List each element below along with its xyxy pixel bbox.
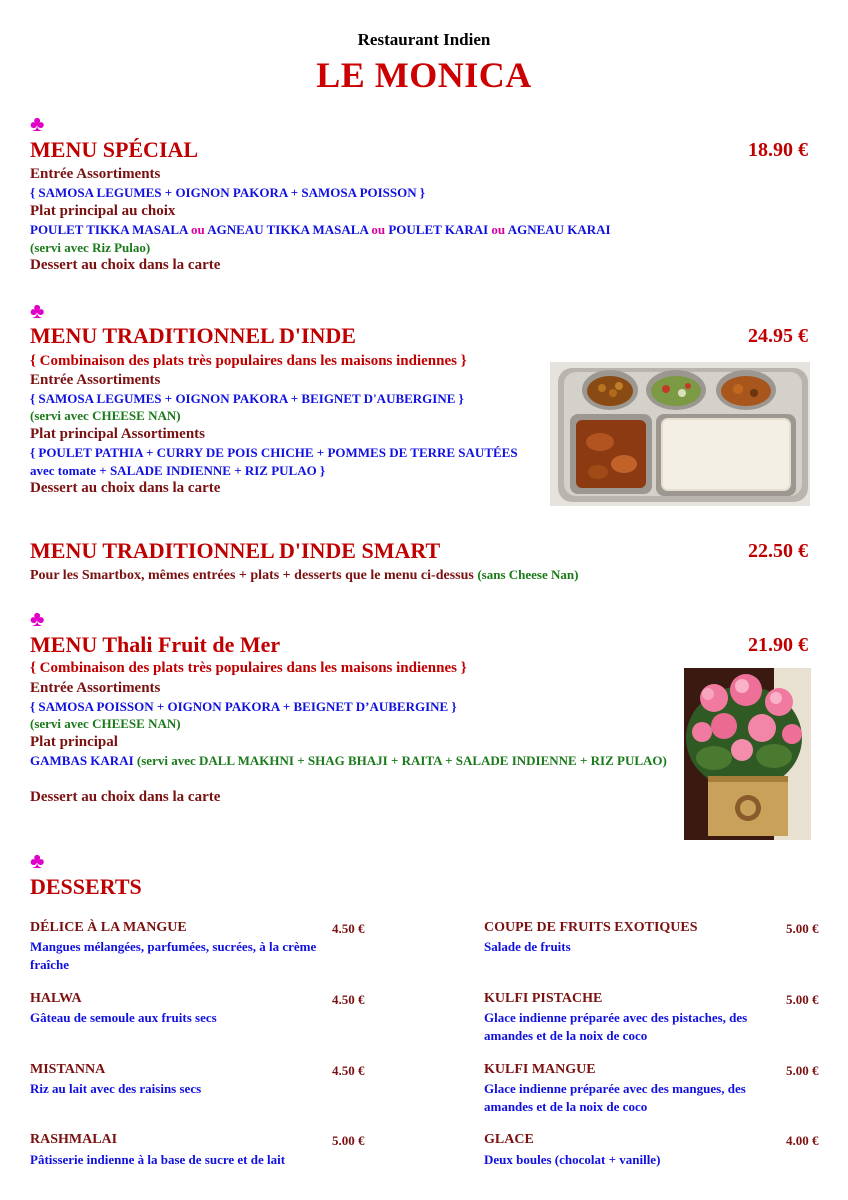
menu-thali-subtitle: { Combinaison des plats très populaires dans les maisons indiennes }: [30, 660, 467, 676]
restaurant-subtitle: Restaurant Indien: [357, 30, 491, 49]
club-icon: ♣: [30, 111, 45, 136]
menu-special-plats: [30, 221, 611, 239]
menu-traditionnel-served: (servi avec CHEESE NAN): [30, 408, 181, 423]
plat-option: POULET KARAI: [388, 222, 489, 237]
dessert-desc: Glace indienne préparée avec des pistaches, des amandes et de la noix de coco: [484, 1010, 748, 1043]
dessert-desc: Salade de fruits: [484, 939, 571, 954]
menu-thali-plat-items: [30, 752, 680, 770]
menu-thali-plat-main: GAMBAS KARAI: [30, 753, 134, 768]
menu-special-title: MENU SPÉCIAL: [30, 137, 199, 162]
menu-special-entree-label: Entrée Assortiments: [30, 166, 161, 182]
dessert-name: KULFI PISTACHE: [484, 991, 603, 1006]
menu-special-entree-items: { SAMOSA LEGUMES + OIGNON PAKORA + SAMOSA POISSON }: [30, 185, 426, 200]
menu-traditionnel-title: MENU TRADITIONNEL D'INDE: [30, 323, 356, 348]
menu-special-dessert: Dessert au choix dans la carte: [30, 257, 221, 273]
menu-smart-desc: [30, 567, 578, 584]
menu-thali-price: 21.90 €: [748, 634, 808, 656]
dessert-desc: Deux boules (chocolat + vanille): [484, 1152, 661, 1167]
menu-special-plat-label: Plat principal au choix: [30, 203, 176, 219]
menu-smart-title: MENU TRADITIONNEL D'INDE SMART: [30, 538, 441, 563]
flower-pot-photo: [684, 668, 811, 840]
menu-smart-desc-text: Pour les Smartbox, mêmes entrées + plats + desserts que le menu ci-dessus: [30, 568, 474, 583]
club-icon: ♣: [30, 298, 45, 323]
or-separator: ou: [491, 222, 506, 237]
club-icon: ♣: [30, 606, 45, 631]
dessert-price: 5.00 €: [786, 921, 819, 936]
dessert-price: 4.50 €: [332, 992, 365, 1007]
dessert-name: RASHMALAI: [30, 1132, 118, 1147]
menu-special-price: 18.90 €: [748, 139, 808, 161]
plat-option: AGNEAU TIKKA MASALA: [207, 222, 369, 237]
dessert-price: 4.50 €: [332, 1063, 365, 1078]
dessert-name: MISTANNA: [30, 1062, 106, 1077]
menu-traditionnel-subtitle: { Combinaison des plats très populaires dans les maisons indiennes }: [30, 353, 467, 369]
dessert-desc: Pâtisserie indienne à la base de sucre et de lait: [30, 1152, 286, 1167]
thali-plate-photo: [550, 362, 810, 506]
menu-thali-dessert: Dessert au choix dans la carte: [30, 789, 221, 805]
menu-traditionnel-plat-label: Plat principal Assortiments: [30, 426, 205, 442]
menu-thali-served: (servi avec CHEESE NAN): [30, 716, 181, 731]
menu-special-served: (servi avec Riz Pulao): [30, 240, 151, 255]
desserts-title: DESSERTS: [30, 874, 142, 899]
menu-smart-note: (sans Cheese Nan): [477, 567, 579, 582]
club-icon: ♣: [30, 848, 45, 873]
or-separator: ou: [190, 222, 205, 237]
menu-thali-plat-served: (servi avec DALL MAKHNI + SHAG BHAJI + RAITA + SALADE INDIENNE + RIZ PULAO): [136, 753, 667, 768]
dessert-name: HALWA: [30, 991, 82, 1006]
dessert-name: COUPE DE FRUITS EXOTIQUES: [484, 920, 698, 935]
dessert-name: KULFI MANGUE: [484, 1062, 596, 1077]
menu-traditionnel-dessert: Dessert au choix dans la carte: [30, 480, 221, 496]
dessert-desc: Gâteau de semoule aux fruits secs: [30, 1010, 217, 1025]
menu-thali-plat-label: Plat principal: [30, 734, 118, 750]
menu-thali-entree-items: { SAMOSA POISSON + OIGNON PAKORA + BEIGNET D’AUBERGINE }: [30, 699, 457, 714]
dessert-price: 5.00 €: [786, 1063, 819, 1078]
dessert-price: 5.00 €: [332, 1133, 365, 1148]
or-separator: ou: [371, 222, 386, 237]
plat-option: POULET TIKKA MASALA: [30, 222, 188, 237]
dessert-desc: Glace indienne préparée avec des mangues, des amandes et de la noix de coco: [484, 1081, 746, 1114]
dessert-desc: Mangues mélangées, parfumées, sucrées, à la crème fraîche: [30, 939, 317, 972]
plat-option: AGNEAU KARAI: [507, 222, 611, 237]
menu-traditionnel-price: 24.95 €: [748, 325, 808, 347]
dessert-name: DÉLICE À LA MANGUE: [30, 920, 187, 935]
menu-smart-price: 22.50 €: [748, 540, 808, 562]
menu-traditionnel-entree-items: { SAMOSA LEGUMES + OIGNON PAKORA + BEIGNET D'AUBERGINE }: [30, 391, 464, 406]
dessert-desc: Riz au lait avec des raisins secs: [30, 1081, 202, 1096]
menu-thali-entree-label: Entrée Assortiments: [30, 680, 161, 696]
dessert-price: 4.50 €: [332, 921, 365, 936]
dessert-name: GLACE: [484, 1132, 534, 1147]
menu-traditionnel-plat-items: { POULET PATHIA + CURRY DE POIS CHICHE + POMMES DE TERRE SAUTÉES avec tomate + SALADE INDIENNE + RIZ PULAO }: [30, 445, 518, 478]
dessert-price: 5.00 €: [786, 992, 819, 1007]
restaurant-title: LE MONICA: [316, 55, 532, 95]
menu-traditionnel-entree-label: Entrée Assortiments: [30, 372, 161, 388]
dessert-price: 4.00 €: [786, 1133, 819, 1148]
menu-thali-title: MENU Thali Fruit de Mer: [30, 632, 281, 657]
